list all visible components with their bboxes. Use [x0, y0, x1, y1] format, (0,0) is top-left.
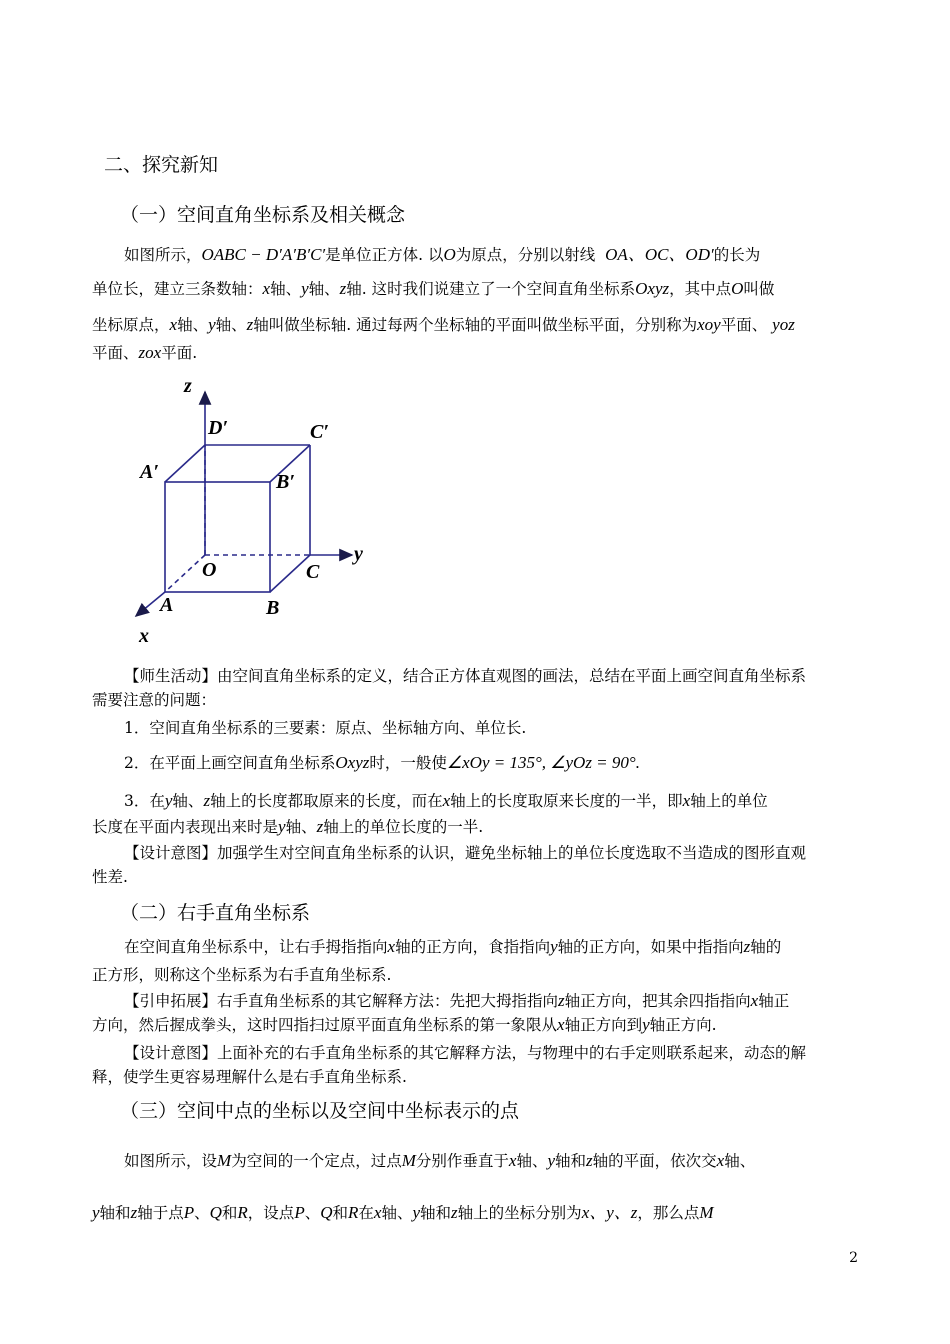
page-number: 2 [849, 1250, 858, 1266]
paragraph-coordinate-definition-2: 单位长，建立三条数轴：x轴、y轴、z轴. 这时我们说建立了一个空间直角坐标系Oxyz，其中点O叫做 [92, 279, 775, 298]
label-D1: D′ [208, 417, 229, 439]
activity-item-3: 3．在y轴、z轴上的长度都取原来的长度，而在x轴上的长度取原来长度的一半，即x轴上的单位 [124, 791, 768, 810]
edge-BC [270, 555, 310, 592]
extension-paragraph: 【引申拓展】右手直角坐标系的其它解释方法：先把大拇指指向z轴正方向，把其余四指指向x轴正 [124, 991, 790, 1010]
edge-AD [165, 445, 205, 482]
label-z: z [184, 375, 192, 397]
right-hand-paragraph-2: 正方形，则称这个坐标系为右手直角坐标系. [92, 966, 392, 984]
label-B: B [266, 597, 280, 619]
activity-paragraph: 【师生活动】由空间直角坐标系的定义，结合正方体直观图的画法，总结在平面上画空间直角坐标系 [124, 667, 807, 685]
point-coordinates-paragraph: 如图所示，设M为空间的一个定点，过点M分别作垂直于x轴、y轴和z轴的平面，依次交x轴、 [124, 1151, 756, 1170]
section-title: 二、探究新知 [104, 154, 219, 176]
cube-front-face [165, 482, 270, 592]
label-B1: B′ [276, 471, 295, 493]
activity-item-2: 2．在平面上画空间直角坐标系Oxyz时，一般使∠xOy = 135°, ∠yOz = 90°. [124, 753, 640, 772]
subsection-3-title: （三）空间中点的坐标以及空间中坐标表示的点 [120, 1100, 520, 1122]
design-intent-2-cont: 释，使学生更容易理解什么是右手直角坐标系. [92, 1068, 407, 1086]
label-A1: A′ [140, 461, 159, 483]
paragraph-coordinate-definition: 如图所示，OABC − D′A′B′C′是单位正方体. 以O为原点，分别以射线 OA、OC、OD′的长为 [124, 245, 761, 264]
paragraph-coordinate-definition-3: 坐标原点，x轴、y轴、z轴叫做坐标轴. 通过每两个坐标轴的平面叫做坐标平面，分别称为xoy平面、 yoz [92, 315, 795, 334]
design-intent-2: 【设计意图】上面补充的右手直角坐标系的其它解释方法，与物理中的右手定则联系起来，动态的解 [124, 1044, 807, 1062]
label-y: y [354, 543, 363, 565]
point-coordinates-paragraph-2: y轴和z轴于点P、Q和R，设点P、Q和R在x轴、y轴和z轴上的坐标分别为x、y、z，那么点M [92, 1203, 714, 1222]
cube-coordinate-figure [120, 370, 380, 650]
subsection-2-title: （二）右手直角坐标系 [120, 902, 311, 924]
right-hand-paragraph: 在空间直角坐标系中，让右手拇指指向x轴的正方向，食指指向y轴的正方向，如果中指指向z轴的 [124, 937, 782, 956]
label-x: x [139, 625, 149, 647]
subsection-1-title: （一）空间直角坐标系及相关概念 [120, 204, 406, 226]
activity-paragraph-2: 需要注意的问题： [92, 691, 217, 709]
extension-paragraph-2: 方向，然后握成拳头，这时四指扫过原平面直角坐标系的第一象限从x轴正方向到y轴正方向. [92, 1015, 717, 1034]
activity-item-3-cont: 长度在平面内表现出来时是y轴、z轴上的单位长度的一半. [92, 817, 484, 836]
label-A: A [160, 594, 174, 616]
edge-OA [165, 555, 205, 592]
design-intent-1-cont: 性差. [92, 868, 128, 886]
design-intent-1: 【设计意图】加强学生对空间直角坐标系的认识，避免坐标轴上的单位长度选取不当造成的图形直观 [124, 844, 807, 862]
activity-item-1: 1．空间直角坐标系的三要素：原点、坐标轴方向、单位长. [124, 719, 527, 737]
label-C1: C′ [310, 421, 329, 443]
label-O: O [202, 559, 217, 581]
paragraph-coordinate-definition-4: 平面、zox平面. [92, 343, 198, 362]
label-C: C [306, 561, 320, 583]
